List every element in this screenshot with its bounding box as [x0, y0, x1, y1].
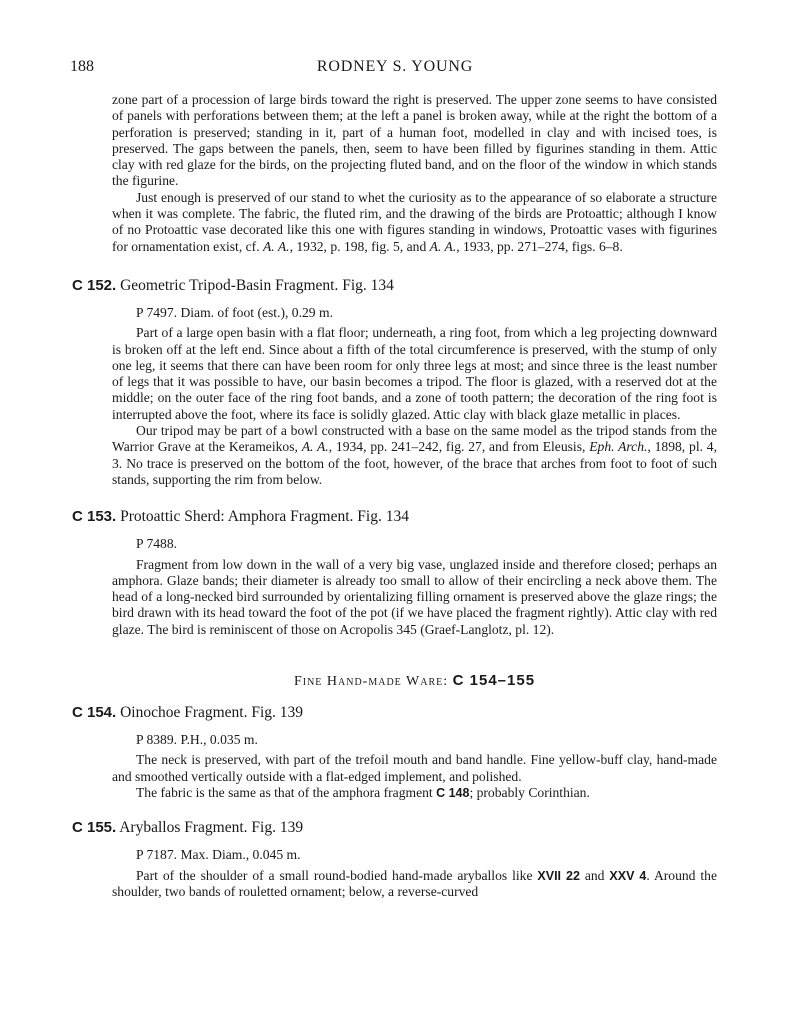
entry-paragraph — [112, 423, 717, 488]
entry-paragraph: The neck is preserved, with part of the trefoil mouth and band handle. Fine yellow-buff clay, hand-made and smoothed vertically outside with a flat-edged implement, and polished. — [112, 752, 717, 784]
running-head: RODNEY S. YOUNG — [316, 58, 474, 75]
catalog-reference: XXV 4 — [609, 868, 647, 883]
text-run: . Around the shoulder, two bands of rouletted ornament; below, a reverse-curved — [112, 867, 717, 899]
measurements: P 8389. P.H., 0.035 m. — [136, 732, 258, 748]
text-run: Our tripod may be part of a bowl constructed with a base on the same model as the tripod stands from the Warrior Grave at the Kerameikos, — [112, 423, 717, 455]
figure-ref: Fig. 139 — [251, 704, 304, 722]
figure-ref: Fig. 134 — [342, 276, 394, 294]
text-run: The fabric is the same as that of the amphora fragment — [136, 784, 437, 800]
catalog-number: C 154. — [72, 704, 117, 722]
journal-abbrev: A. A. — [263, 238, 290, 254]
measurements: P 7497. Diam. of foot (est.), 0.29 m. — [136, 304, 333, 320]
entry-paragraph: Fragment from low down in the wall of a very big vase, unglazed inside and therefore closed; perhaps an amphora. Glaze bands; their diameter is already too small to allow of their encircling a neck above them. The head of a long-necked bird surrounded by orientalizing filling ornament is preserved above the glaze rings; the bird drawn with its head toward the foot of the pot (if we have placed the fragment rightly). Attic clay with red glaze. The bird is reminiscent of those on Acropolis 345 (Graef-Langlotz, pl. 12). — [112, 556, 717, 637]
measurements: P 7187. Max. Diam., 0.045 m. — [136, 847, 301, 863]
measurements: P 7488. — [136, 536, 178, 552]
journal-abbrev: A. A. — [429, 238, 457, 254]
entry-title: Protoattic Sherd: Amphora Fragment. — [120, 508, 354, 526]
entry-heading-c153 — [72, 508, 717, 526]
page-header — [70, 58, 720, 80]
section-range: C 154–155 — [452, 672, 536, 690]
page-body — [72, 92, 718, 900]
entry-paragraph: Part of a large open basin with a flat floor; underneath, a ring foot, from which a leg projecting downward is broken off at the left end. Since about a fifth of the total circumference is preserved, with the stump of only one leg, it seems that there can have been room for only three legs at most; and since three is the least number of legs that it was possible to have, our basin becomes a tripod. The floor is glazed, with a reserved dot at the middle; on the outer face of the ring foot bands, and a zone of tooth pattern; the decoration of the ring foot is interrupted above the foot, where its face is solidly glazed. Attic clay with black glaze metallic in places. — [112, 325, 717, 422]
entry-heading-c155 — [72, 819, 717, 837]
text-run: , 1898, pl. 4, 3. No trace is preserved on the bottom of the foot, however, of the brace that arches from foot to foot of such stands, supporting the rim from below. — [112, 439, 718, 487]
catalog-number: C 153. — [72, 508, 117, 526]
journal-abbrev: A. A. — [301, 439, 329, 455]
text-run: Part of the shoulder of a small round-bodied hand-made aryballos like — [136, 867, 538, 883]
figure-ref: Fig. 134 — [357, 508, 409, 526]
entry-title: Oinochoe Fragment. — [120, 704, 248, 722]
text-run: ; probably Corinthian. — [469, 784, 590, 800]
intro-paragraph-1: zone part of a procession of large birds toward the right is preserved. The upper zone seems to have consisted of panels with perforations between them; at the left a panel is broken away, while at the right the bottom of a perforation is preserved; standing in it, part of a human foot, modelled in clay and with incised toes, is preserved. The gaps between the panels, then, seem to have been filled by figurines standing in them. Attic clay with red glaze for the birds, on the projecting fluted band, and on the floor of the window in which stands the figurine. — [112, 92, 717, 189]
entry-paragraph — [112, 868, 717, 901]
catalog-number: C 155. — [72, 819, 117, 837]
catalog-reference: C 148 — [436, 785, 470, 800]
text-run: , 1932, p. 198, fig. 5, and — [289, 238, 430, 254]
catalog-number: C 152. — [72, 276, 117, 294]
intro-paragraph-2 — [112, 190, 717, 255]
figure-ref: Fig. 139 — [251, 819, 304, 837]
entry-heading-c154 — [72, 704, 717, 722]
text-run: and — [579, 867, 610, 883]
journal-abbrev: Eph. Arch. — [589, 439, 648, 455]
text-run: , 1933, pp. 271–274, figs. 6–8. — [456, 238, 623, 254]
text-run: Just enough is preserved of our stand to whet the curiosity as to the appearance of so elaborate a structure when it was complete. The fabric, the fluted rim, and the drawing of the birds are Protoattic; although I know of no Protoattic vase decorated like this one with figures standing in windows, Protoattic vases with figurines for ornamentation exist, cf. — [112, 189, 717, 254]
page-number: 188 — [70, 58, 94, 75]
section-label: Fine Hand-made Ware: — [293, 674, 449, 690]
entry-paragraph — [112, 785, 717, 801]
entry-heading-c152 — [72, 277, 717, 295]
entry-title: Geometric Tripod-Basin Fragment. — [120, 276, 339, 294]
catalog-reference: XVII 22 — [537, 868, 580, 883]
text-run: , 1934, pp. 241–242, fig. 27, and from Eleusis, — [328, 439, 590, 455]
entry-title: Aryballos Fragment. — [119, 819, 248, 837]
section-heading — [112, 672, 717, 690]
